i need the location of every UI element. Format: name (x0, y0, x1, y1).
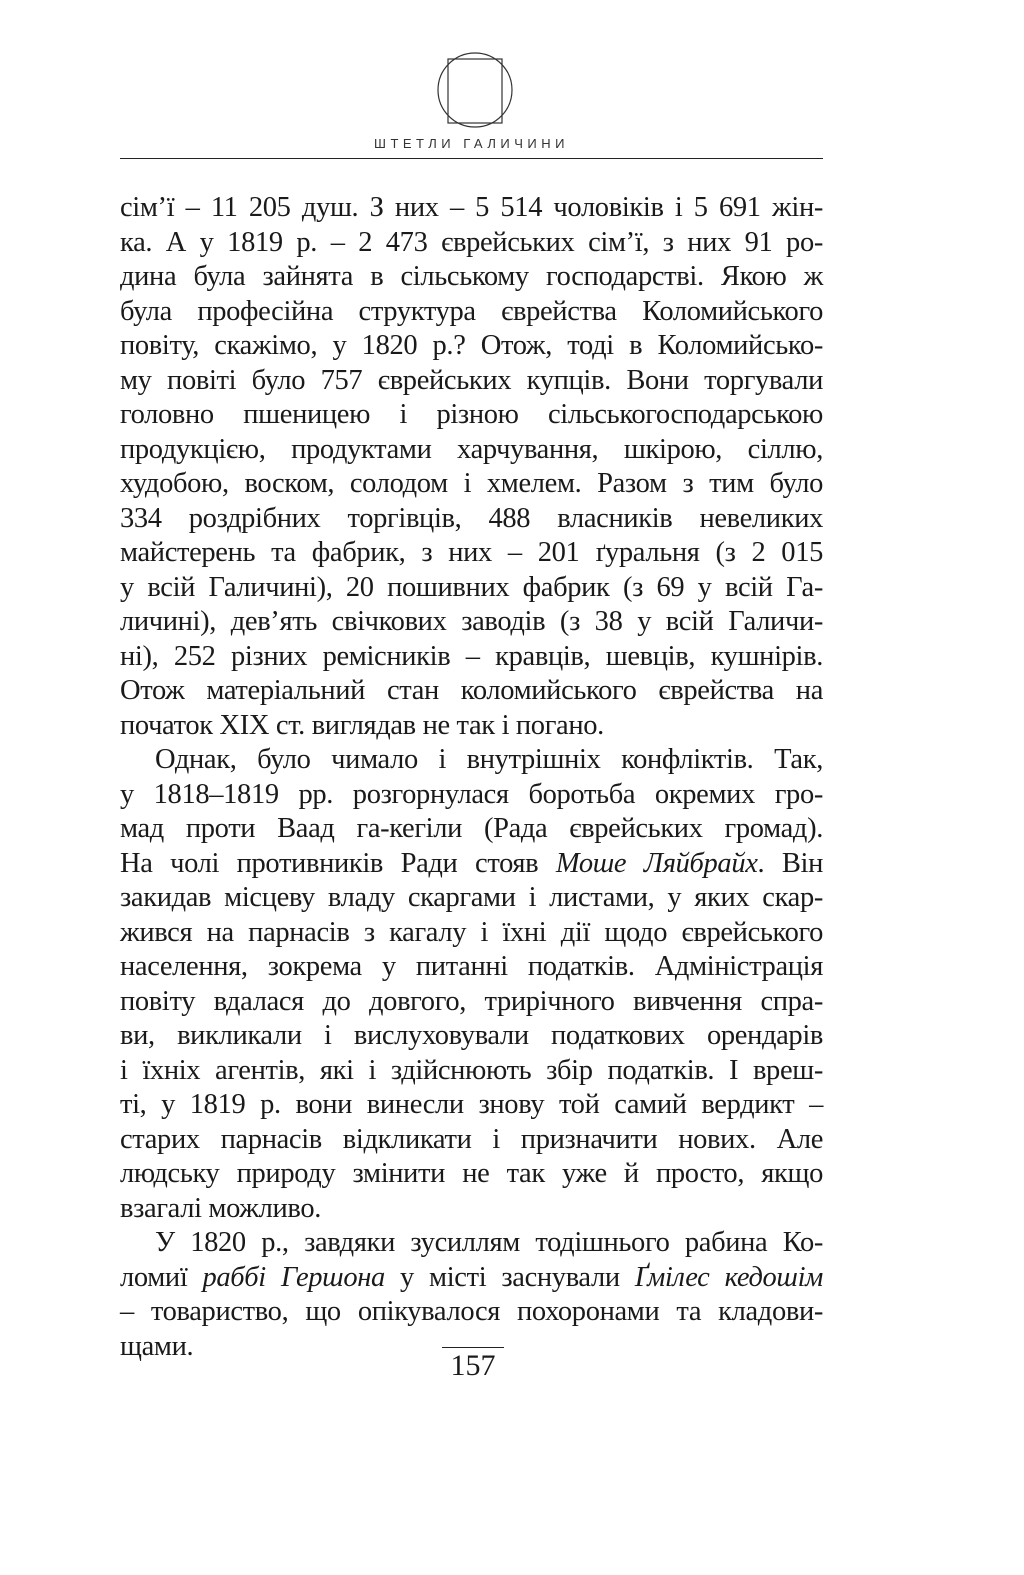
text-line (120, 536, 823, 571)
text-segment: продукцією, продуктами харчування, шкірою, сіллю, (120, 433, 823, 465)
text-line (120, 743, 823, 778)
text-segment: Однак, було чимало і внутрішніх конфліктів. Так, (155, 744, 823, 775)
text-segment: му повіті було 757 єврейських купців. Вони торгували (120, 364, 823, 396)
text-line (120, 1019, 823, 1054)
body-text (120, 191, 823, 1364)
text-segment: початок ХІХ ст. виглядав не так і погано. (120, 709, 604, 741)
text-line (120, 1192, 823, 1227)
text-line (120, 398, 823, 433)
text-segment: жився на парнасів з кагалу і їхні дії щодо єврейського (120, 916, 823, 948)
text-line (120, 605, 823, 640)
running-title: ШТЕТЛИ ГАЛИЧИНИ (374, 136, 569, 151)
text-line (120, 847, 823, 882)
text-line (120, 640, 823, 675)
text-segment: ви, викликали і вислуховували податкових орендарів (120, 1020, 823, 1051)
text-segment: ломиї (120, 1261, 203, 1293)
page-number: 157 (442, 1347, 504, 1384)
text-segment: У 1820 р., завдяки зусиллям тодішнього рабина Ко- (155, 1227, 823, 1258)
text-segment: була професійна структура єврейства Коломийського (120, 295, 823, 327)
text-segment: мад проти Ваад га-кегіли (Рада єврейських громад). (120, 813, 823, 844)
text-segment: ка. А у 1819 р. – 2 473 єврейських сім’ї, з них 91 ро- (120, 226, 823, 258)
text-line (120, 709, 823, 744)
text-line (120, 226, 823, 261)
text-line (120, 467, 823, 502)
text-segment: ті, у 1819 р. вони винесли знову той самий вердикт – (120, 1089, 823, 1120)
italic-name: Ґмілес кедошім (634, 1261, 823, 1293)
text-line (120, 812, 823, 847)
text-segment: взагалі можливо. (120, 1192, 321, 1224)
text-segment: майстерень та фабрик, з них – 201 ґуральня (з 2 015 (120, 537, 823, 568)
text-line (120, 260, 823, 295)
text-line (120, 364, 823, 399)
text-segment: – товариство, що опікувалося похоронами та кладови- (120, 1296, 823, 1327)
italic-name: раббі Гершона (202, 1261, 385, 1293)
text-segment: людську природу змінити не так уже й просто, якщо (120, 1158, 823, 1189)
text-segment: повіту, скажімо, у 1820 р.? Отож, тоді в Коломийсько- (120, 330, 823, 361)
text-line (120, 1123, 823, 1158)
text-line (120, 295, 823, 330)
text-segment: щами. (120, 1330, 194, 1362)
italic-name: Моше Ляйбрайх (555, 847, 758, 879)
text-segment: у місті заснували (384, 1261, 635, 1293)
text-segment: у всій Галичині), 20 пошивних фабрик (з 69 у всій Га- (120, 571, 823, 603)
text-line (120, 950, 823, 985)
text-segment: ні), 252 різних ремісників – кравців, шевців, кушнірів. (120, 640, 823, 672)
text-line (120, 1054, 823, 1089)
text-line (120, 881, 823, 916)
text-segment: дина була зайнята в сільському господарстві. Якою ж (120, 261, 823, 292)
text-line (120, 1157, 823, 1192)
text-segment: у 1818–1819 рр. розгорнулася боротьба окремих гро- (120, 778, 823, 810)
paragraph (120, 191, 823, 743)
text-segment: Отож матеріальний стан коломийського єврейства на (120, 675, 823, 706)
paragraph (120, 743, 823, 1226)
text-line (120, 1261, 823, 1296)
text-line (120, 1088, 823, 1123)
text-line (120, 502, 823, 537)
text-line (120, 985, 823, 1020)
text-segment: худобою, воском, солодом і хмелем. Разом з тим було (120, 468, 823, 499)
text-line (120, 916, 823, 951)
text-segment: На чолі противників Ради стояв (120, 847, 556, 879)
text-line (120, 1226, 823, 1261)
text-segment: старих парнасів відкликати і призначити нових. Але (120, 1123, 823, 1155)
circle-square-emblem-icon (437, 50, 513, 130)
text-segment: сім’ї – 11 205 душ. З них – 5 514 чоловіків і 5 691 жін- (120, 192, 823, 223)
text-segment: головно пшеницею і різною сільськогосподарською (120, 399, 823, 430)
text-segment: . Він (757, 847, 823, 879)
text-line (120, 433, 823, 468)
text-segment: личині), дев’ять свічкових заводів (з 38 у всій Галичи- (120, 606, 823, 637)
text-line (120, 674, 823, 709)
text-segment: повіту вдалася до довгого, трирічного вивчення спра- (120, 985, 823, 1017)
text-line (120, 778, 823, 813)
text-line (120, 191, 823, 226)
text-segment: 334 роздрібних торгівців, 488 власників невеликих (120, 502, 823, 534)
text-line (120, 329, 823, 364)
text-line (120, 1295, 823, 1330)
paragraph (120, 1226, 823, 1364)
text-segment: населення, зокрема у питанні податків. Адміністрація (120, 951, 823, 982)
text-segment: і їхніх агентів, які і здійснюють збір податків. І вреш- (120, 1054, 823, 1086)
header-divider (120, 158, 823, 159)
text-line (120, 571, 823, 606)
text-segment: закидав місцеву владу скаргами і листами, у яких скар- (120, 882, 823, 913)
